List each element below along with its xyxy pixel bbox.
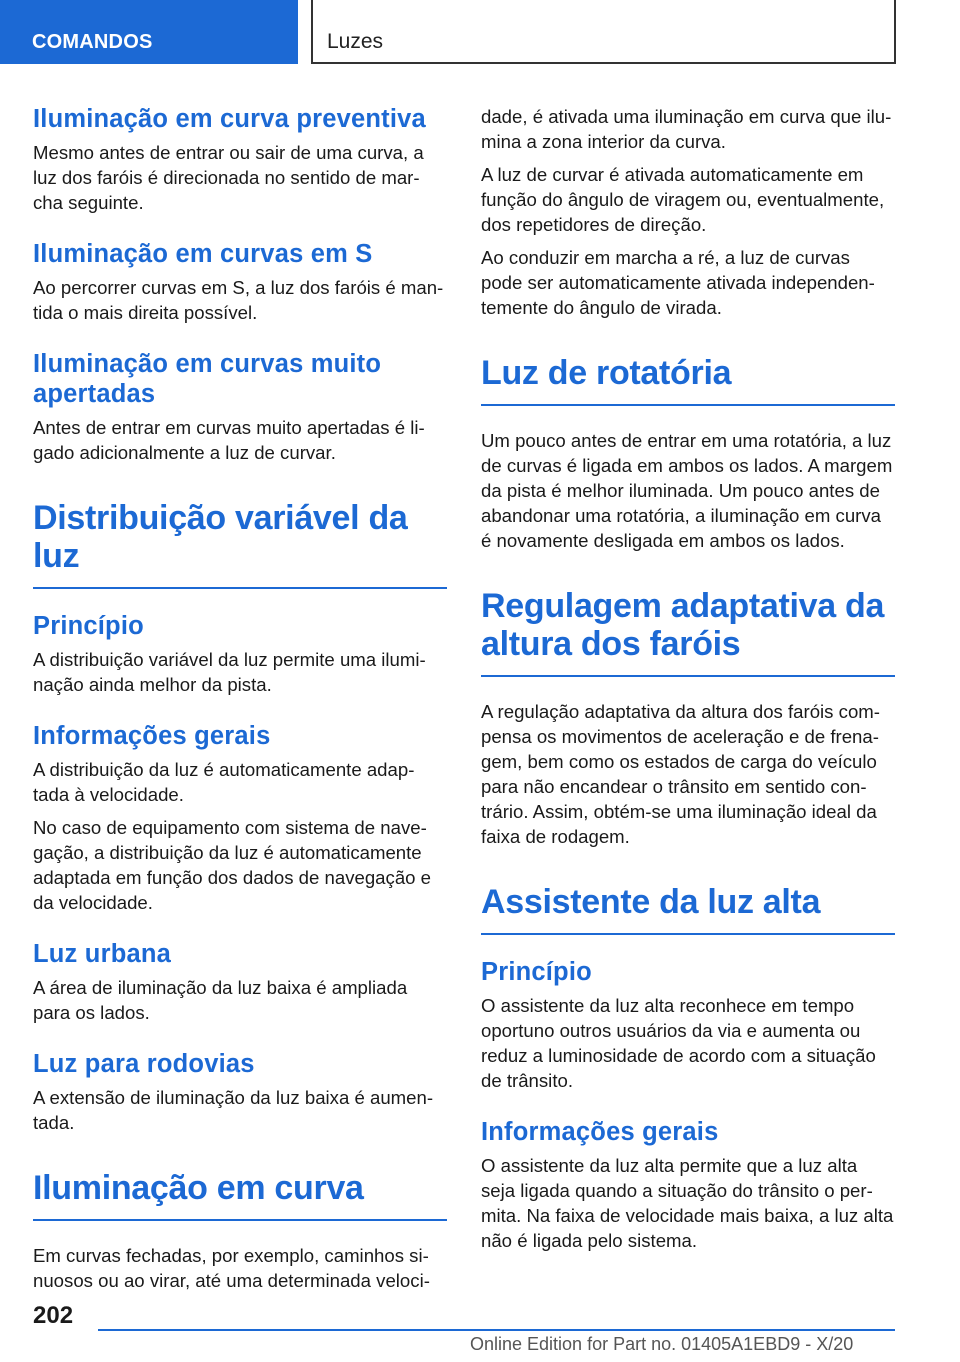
heading-informacoes-assistente: Informações gerais [481,1118,719,1146]
heading-luz-rodovias: Luz para rodovias [33,1050,255,1078]
heading-curvas-s: Iluminação em curvas em S [33,240,373,268]
heading-informacoes-gerais: Informações gerais [33,722,271,750]
paragraph-luz-urbana: A área de iluminação da luz baixa é ampliada para os lados. [33,977,408,1023]
section-heading-iluminacao-curva: Iluminação em curva [33,1169,447,1221]
page-header [0,0,960,66]
section-heading-rotatoria: Luz de rotatória [481,354,895,406]
heading-preventiva: Iluminação em curva preventiva [33,105,426,133]
paragraph-iluminacao-curva: Em curvas fechadas, por exemplo, caminhos si-nuosos ou ao virar, até uma determinada veloci- [33,1245,430,1291]
paragraph-rotatoria: Um pouco antes de entrar em uma rotatória, a luz de curvas é ligada em ambos os lados. A margem da pista é melhor iluminada. Um pouco antes de abandonar uma rotatória, a iluminação em curva é novamente desligada em ambos os lados. [481,430,893,551]
paragraph-informacoes-assistente: O assistente da luz alta permite que a luz alta seja ligada quando a situação do trânsito o per-mita. Na faixa de velocidade mais baixa, a luz alta não é ligada pelo sistema. [481,1155,894,1251]
section-heading-regulagem: Regulagem adaptativa da altura dos faróis [481,587,895,677]
paragraph-preventiva: Mesmo antes de entrar ou sair de uma curva, a luz dos faróis é direcionada no sentido de mar-cha seguinte. [33,142,424,213]
heading-principio-assistente: Princípio [481,958,592,986]
section-heading-assistente: Assistente da luz alta [481,883,895,935]
heading-luz-urbana: Luz urbana [33,940,172,968]
paragraph-regulagem: A regulação adaptativa da altura dos faróis com-pensa os movimentos de aceleração e de frena-gem, bem como os estados de carga do veículo para não encandear o trânsito em sentido con-trário. Assim, obtém-se uma iluminação ideal da faixa de rodagem. [481,701,880,847]
paragraph-principio: A distribuição variável da luz permite uma ilumi-nação ainda melhor da pista. [33,649,426,695]
footer-divider [98,1329,895,1331]
heading-curvas-apertadas: Iluminação em curvas muito apertadas [33,350,382,408]
chapter-title: Luzes [311,0,896,64]
page-footer [0,1290,960,1362]
right-column [481,104,895,1261]
paragraph-curva-3: Ao conduzir em marcha a ré, a luz de curvas pode ser automaticamente ativada independen-temente do ângulo de virada. [481,247,875,318]
left-column [33,100,447,1301]
section-heading-distribuicao: Distribuição variável da luz [33,499,447,589]
paragraph-luz-rodovias: A extensão de iluminação da luz baixa é aumen-tada. [33,1087,434,1133]
paragraph-principio-assistente: O assistente da luz alta reconhece em tempo oportuno outros usuários da via e aumenta ou reduz a luminosidade de acordo com a situação de trânsito. [481,995,876,1091]
paragraph-curvas-s: Ao percorrer curvas em S, a luz dos faróis é man-tida o mais direita possível. [33,277,444,323]
paragraph-curva-continued: dade, é ativada uma iluminação em curva que ilu-mina a zona interior da curva. [481,106,892,152]
paragraph-informacoes-1: A distribuição da luz é automaticamente adap-tada à velocidade. [33,759,415,805]
edition-note: Online Edition for Part no. 01405A1EBD9 - X/20 [470,1334,854,1354]
heading-principio: Princípio [33,612,144,640]
page-number: 202 [33,1302,74,1329]
paragraph-curvas-apertadas: Antes de entrar em curvas muito apertadas é li-gado adicionalmente a luz de curvar. [33,417,425,463]
section-tab: COMANDOS [0,0,298,64]
paragraph-curva-2: A luz de curvar é ativada automaticamente em função do ângulo de viragem ou, eventualmente, dos repetidores de direção. [481,164,885,235]
paragraph-informacoes-2: No caso de equipamento com sistema de nave-gação, a distribuição da luz é automaticamente adaptada em função dos dados de navegação e da velocidade. [33,817,432,913]
